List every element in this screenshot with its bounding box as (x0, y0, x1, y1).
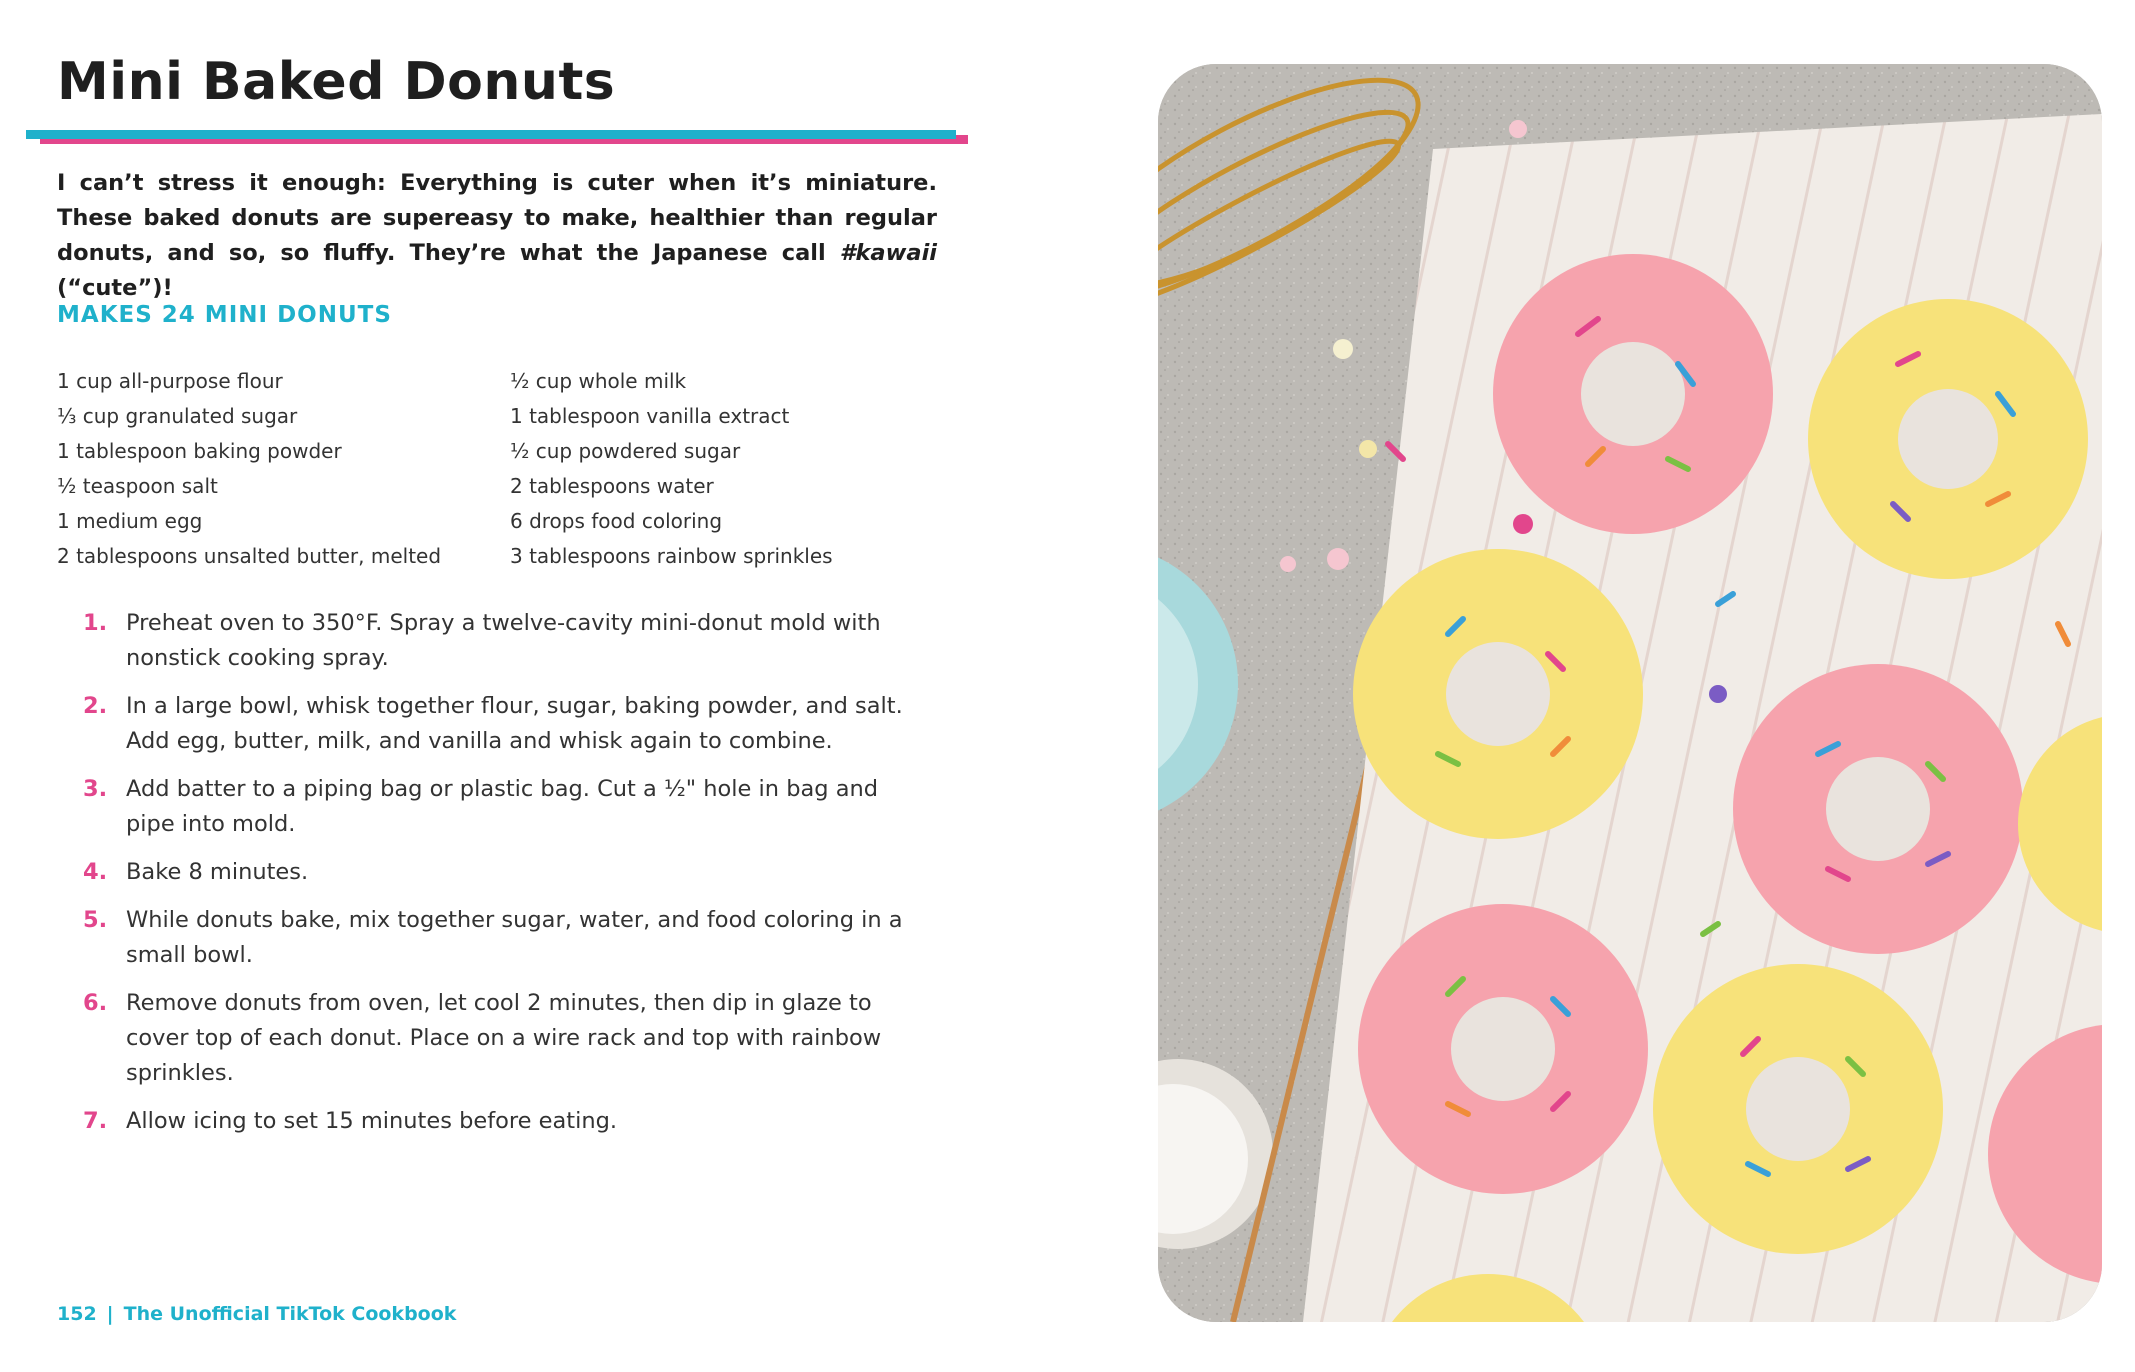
step-text: Remove donuts from oven, let cool 2 minutes, then dip in glaze to cover top of each donut. Place on a wire rack and top with rainbow sprinkles. (126, 990, 882, 1086)
ingredient-item: 1 tablespoon vanilla extract (510, 404, 790, 428)
step-number: 7. (83, 1108, 108, 1134)
step-item (83, 903, 923, 973)
recipe-steps (83, 606, 923, 1152)
ingredient-item: 1 cup all-purpose flour (57, 369, 283, 393)
step-number: 2. (83, 693, 108, 719)
ingredient-item: 6 drops food coloring (510, 509, 723, 533)
donuts-illustration (1158, 64, 2102, 1322)
book-title: The Unofficial TikTok Cookbook (123, 1303, 457, 1325)
step-text: Preheat oven to 350°F. Spray a twelve-cavity mini-donut mold with nonstick cooking spray. (126, 610, 881, 671)
ingredient-item: 2 tablespoons unsalted butter, melted (57, 544, 442, 568)
ingredient-item: ½ cup whole milk (510, 369, 687, 393)
ingredients-right (510, 364, 833, 574)
recipe-yield: MAKES 24 MINI DONUTS (57, 302, 392, 328)
donut-pink-3 (1358, 904, 1648, 1194)
step-number: 6. (83, 990, 108, 1016)
footer-separator: | (106, 1303, 114, 1325)
donut-pink-1 (1493, 254, 1773, 534)
page-footer (57, 1303, 456, 1325)
ingredient-item: ⅓ cup granulated sugar (57, 404, 298, 428)
page-number: 152 (57, 1303, 97, 1325)
step-text: Add batter to a piping bag or plastic bag. Cut a ½" hole in bag and pipe into mold. (126, 776, 879, 837)
step-number: 4. (83, 859, 108, 885)
donut-yellow-4 (1653, 964, 1943, 1254)
ingredients-left (57, 364, 441, 574)
step-item (83, 855, 923, 890)
ingredient-item: 1 medium egg (57, 509, 203, 533)
step-number: 5. (83, 907, 108, 933)
step-number: 3. (83, 776, 108, 802)
step-text: While donuts bake, mix together sugar, water, and food coloring in a small bowl. (126, 907, 903, 968)
ingredient-item: 2 tablespoons water (510, 474, 714, 498)
title-underline-teal (26, 130, 956, 139)
intro-text-2: (“cute”)! (57, 275, 173, 301)
ingredient-item: 3 tablespoons rainbow sprinkles (510, 544, 833, 568)
step-item (83, 689, 923, 759)
ingredient-item: 1 tablespoon baking powder (57, 439, 342, 463)
recipe-intro (57, 166, 937, 306)
ingredient-item: ½ teaspoon salt (57, 474, 218, 498)
step-text: Allow icing to set 15 minutes before eating. (126, 1108, 618, 1134)
donut-pink-2 (1733, 664, 2023, 954)
recipe-title: Mini Baked Donuts (57, 52, 616, 112)
step-item (83, 772, 923, 842)
donut-yellow-1 (1808, 299, 2088, 579)
step-text: In a large bowl, whisk together flour, sugar, baking powder, and salt. Add egg, butter, milk, and vanilla and whisk again to combine. (126, 693, 903, 754)
step-item (83, 606, 923, 676)
intro-hashtag: #kawaii (839, 240, 937, 266)
intro-text-1: I can’t stress it enough: Everything is cuter when it’s miniature. These baked donuts are supereasy to make, healthier than regular donuts, and so, so fluffy. They’re what the Japanese call (57, 170, 937, 266)
step-text: Bake 8 minutes. (126, 859, 309, 885)
donut-yellow-2 (1353, 549, 1643, 839)
ingredient-item: ½ cup powdered sugar (510, 439, 741, 463)
step-item (83, 986, 923, 1091)
donuts-photo (1158, 64, 2102, 1322)
step-number: 1. (83, 610, 108, 636)
step-item (83, 1104, 923, 1139)
